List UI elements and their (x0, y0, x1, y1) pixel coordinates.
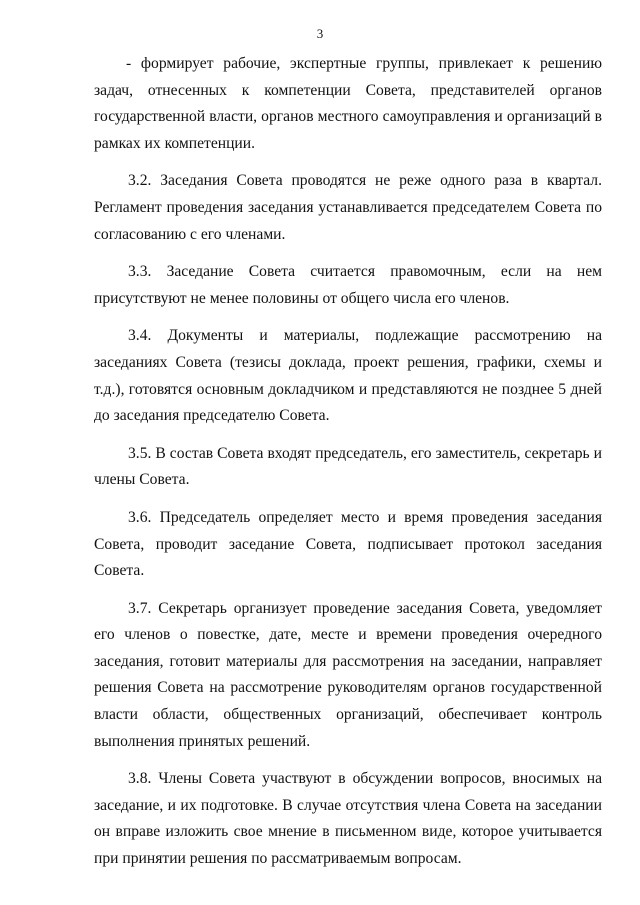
paragraph-list-item-continued: - формирует рабочие, экспертные группы, привлекает к решению задач, отнесенных к компетенции Совета, представителей органов государственной власти, органов местного самоуправления и организаций в рамках их компетенции. (94, 55, 602, 152)
page-number: 3 (316, 26, 324, 41)
paragraph-3-4: 3.4. Документы и материалы, подлежащие рассмотрению на заседаниях Совета (тезисы доклада, проект решения, графики, схемы и т.д.), готовятся основным докладчиком и представляются не позднее 5 дней до заседания председателю Совета. (94, 327, 602, 425)
paragraph-3-2: 3.2. Заседания Совета проводятся не реже одного раза в квартал. Регламент проведения заседания устанавливается председателем Совета по согласованию с его членами. (94, 172, 602, 243)
document-body (94, 51, 602, 884)
paragraph-3-7: 3.7. Секретарь организует проведение заседания Совета, уведомляет его членов о повестке, дате, месте и времени проведения очередного заседания, готовит материалы для рассмотрения на заседании, направляет решения Совета на рассмотрение руководителям органов государственной власти области, общественных организаций, обеспечивает контроль выполнения принятых решений. (94, 599, 602, 750)
paragraph-3-8: 3.8. Члены Совета участвуют в обсуждении вопросов, вносимых на заседание, и их подготовке. В случае отсутствия члена Совета на заседании он вправе изложить свое мнение в письменном виде, которое учитывается при принятии решения по рассматриваемым вопросам. (94, 770, 602, 868)
paragraph-3-3: 3.3. Заседание Совета считается правомочным, если на нем присутствуют не менее половины от общего числа его членов. (94, 263, 602, 307)
paragraph-3-6: 3.6. Председатель определяет место и время проведения заседания Совета, проводит заседание Совета, подписывает протокол заседания Совета. (94, 508, 602, 580)
paragraph-3-5: 3.5. В состав Совета входят председатель, его заместитель, секретарь и члены Совета. (94, 444, 602, 489)
